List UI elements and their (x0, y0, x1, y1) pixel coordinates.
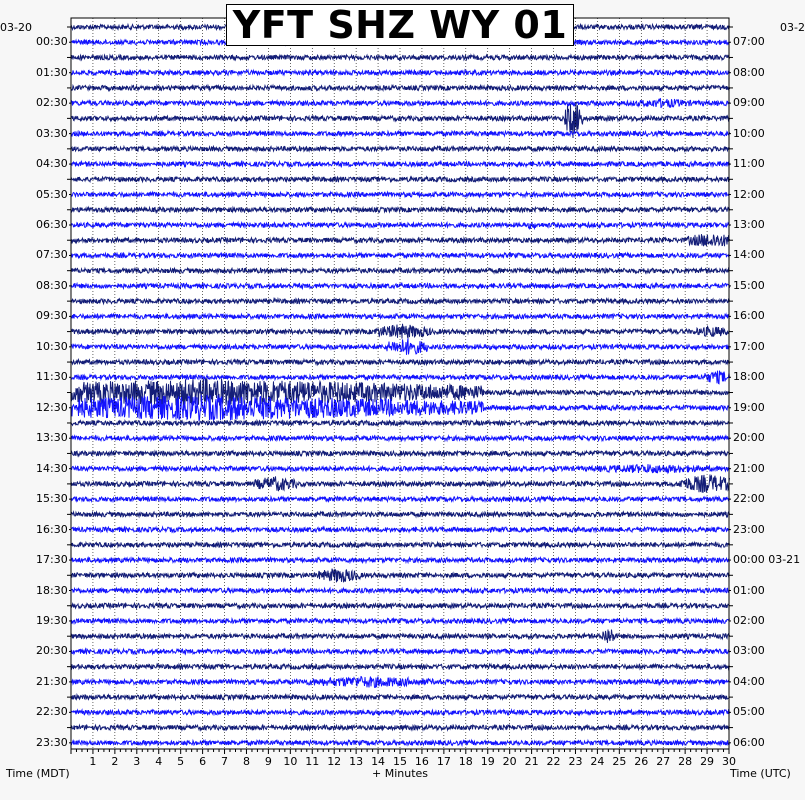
left-tick-label: 00:30 (36, 35, 68, 49)
x-tick-label: 5 (177, 755, 185, 768)
x-tick-label: 27 (656, 755, 671, 768)
x-axis-label: + Minutes (372, 767, 429, 780)
left-tick-label: 12:30 (36, 400, 68, 414)
x-tick-label: 11 (305, 755, 320, 768)
left-tick-label: 01:30 (36, 65, 68, 79)
chart-title-box (226, 4, 574, 46)
left-tick-label: 04:30 (36, 157, 68, 171)
x-tick-label: 19 (480, 755, 495, 768)
x-tick-label: 4 (155, 755, 163, 768)
left-tick-label: 16:30 (36, 522, 68, 536)
x-tick-label: 28 (678, 755, 693, 768)
right-tick-label: 12:00 (733, 187, 765, 201)
left-tick-label: 18:30 (36, 583, 68, 597)
x-tick-label: 17 (436, 755, 451, 768)
x-tick-label: 6 (199, 755, 207, 768)
right-tick-label: 16:00 (733, 309, 765, 323)
x-tick-label: 8 (242, 755, 250, 768)
x-tick-label: 9 (264, 755, 272, 768)
left-tick-label: 19:30 (36, 613, 68, 627)
right-tick-label: 03:00 (733, 644, 765, 658)
right-tick-label: 14:00 (733, 248, 765, 262)
x-tick-label: 10 (283, 755, 298, 768)
left-date-label: 03-20 (0, 21, 32, 34)
x-tick-label: 14 (371, 755, 386, 768)
x-tick-label: 23 (568, 755, 583, 768)
right-tick-label: 06:00 (733, 735, 765, 749)
right-tick-label: 15:00 (733, 278, 765, 292)
right-axis-label: Time (UTC) (730, 767, 791, 780)
x-tick-label: 18 (458, 755, 473, 768)
left-tick-label: 06:30 (36, 217, 68, 231)
chart-title: YFT SHZ WY 01 (232, 3, 568, 47)
x-tick-label: 1 (89, 755, 97, 768)
right-tick-label: 19:00 (733, 400, 765, 414)
right-tick-label: 02:00 (733, 613, 765, 627)
left-tick-label: 14:30 (36, 461, 68, 475)
left-tick-label: 10:30 (36, 339, 68, 353)
right-tick-label: 21:00 (733, 461, 765, 475)
left-tick-label: 21:30 (36, 674, 68, 688)
x-tick-label: 25 (612, 755, 627, 768)
x-tick-label: 12 (327, 755, 342, 768)
left-axis-label: Time (MDT) (6, 767, 70, 780)
left-tick-label: 11:30 (36, 370, 68, 384)
left-tick-label: 03:30 (36, 126, 68, 140)
right-tick-label: 17:00 (733, 339, 765, 353)
right-tick-label: 22:00 (733, 492, 765, 506)
left-tick-label: 08:30 (36, 278, 68, 292)
x-tick-label: 3 (133, 755, 141, 768)
right-tick-label: 00:00 03-21 (733, 553, 801, 567)
x-tick-label: 2 (111, 755, 119, 768)
x-tick-label: 20 (502, 755, 517, 768)
x-tick-label: 30 (722, 755, 736, 768)
left-tick-label: 02:30 (36, 96, 68, 110)
right-date-label: 03-2 (780, 21, 805, 34)
right-tick-label: 18:00 (733, 370, 765, 384)
right-tick-label: 11:00 (733, 157, 765, 171)
left-tick-label: 13:30 (36, 431, 68, 445)
x-tick-label: 13 (349, 755, 364, 768)
left-tick-label: 15:30 (36, 492, 68, 506)
left-tick-label: 20:30 (36, 644, 68, 658)
x-tick-label: 16 (414, 755, 429, 768)
right-tick-label: 01:00 (733, 583, 765, 597)
right-tick-label: 05:00 (733, 705, 765, 719)
x-tick-label: 26 (634, 755, 649, 768)
left-tick-label: 23:30 (36, 735, 68, 749)
left-tick-label: 05:30 (36, 187, 68, 201)
right-tick-label: 08:00 (733, 65, 765, 79)
right-tick-label: 20:00 (733, 431, 765, 445)
x-tick-label: 29 (700, 755, 715, 768)
x-tick-label: 21 (524, 755, 539, 768)
right-tick-label: 04:00 (733, 674, 765, 688)
right-tick-label: 23:00 (733, 522, 765, 536)
x-tick-label: 15 (393, 755, 407, 768)
left-tick-label: 17:30 (36, 553, 68, 567)
right-tick-label: 07:00 (733, 35, 765, 49)
left-tick-label: 07:30 (36, 248, 68, 262)
left-tick-label: 09:30 (36, 309, 68, 323)
right-tick-label: 10:00 (733, 126, 765, 140)
left-tick-label: 22:30 (36, 705, 68, 719)
x-tick-label: 7 (221, 755, 229, 768)
x-tick-label: 24 (590, 755, 605, 768)
x-tick-label: 22 (546, 755, 561, 768)
right-tick-label: 13:00 (733, 217, 765, 231)
right-tick-label: 09:00 (733, 96, 765, 110)
